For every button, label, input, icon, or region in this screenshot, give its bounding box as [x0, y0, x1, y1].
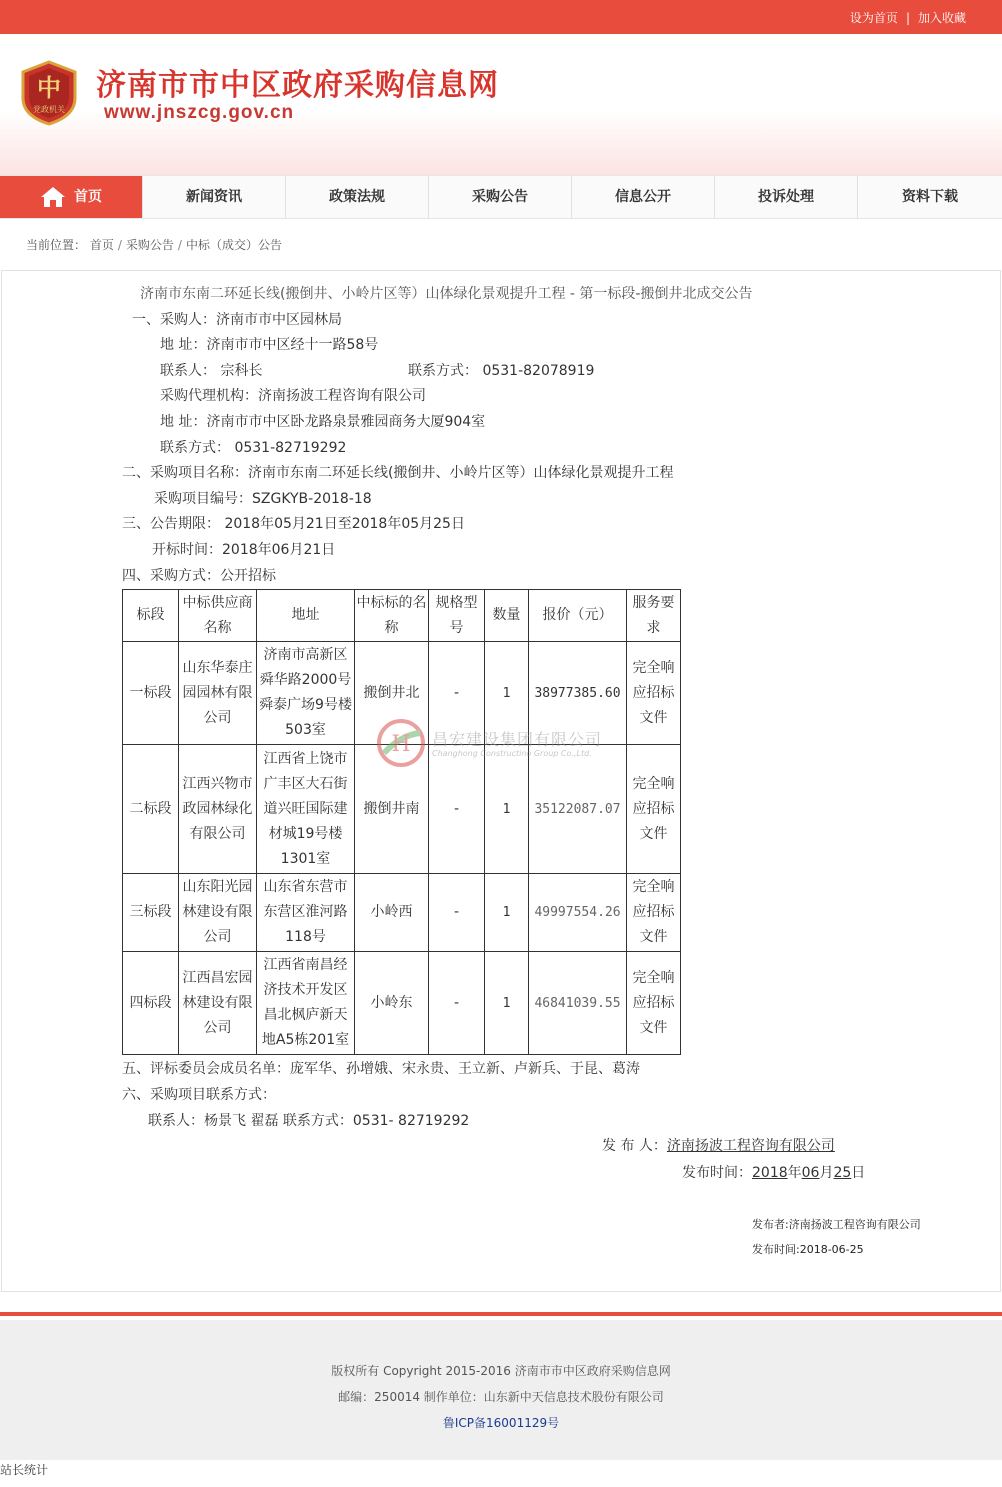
cell-price: 49997554.26	[529, 874, 627, 952]
cell-lot: 三标段	[123, 874, 179, 952]
watermark-en: Changhong Constructino Group Co.,Ltd.	[432, 749, 592, 758]
site-stat-link[interactable]: 站长统计	[0, 1463, 49, 1477]
publisher-link[interactable]: 济南扬波工程咨询有限公司	[666, 1138, 835, 1154]
top-bar	[0, 0, 1002, 34]
pub-month-unit: 月	[819, 1165, 834, 1181]
nav-item-procurement-notice[interactable]: 采购公告	[429, 176, 572, 218]
award-table	[122, 589, 681, 1055]
breadcrumb: 当前位置： 首页 / 采购公告 / 中标（成交）公告	[26, 238, 282, 252]
cell-spec: -	[429, 745, 485, 874]
watermark-logo-icon	[374, 715, 428, 771]
pub-day-unit: 日	[851, 1165, 866, 1181]
pub-day: 25	[833, 1165, 852, 1181]
cell-supplier: 山东华泰庄园园林有限公司	[179, 642, 257, 745]
th-supplier: 中标供应商名称	[179, 590, 257, 642]
breadcrumb-home[interactable]: 首页	[89, 238, 114, 252]
nav-item-policy[interactable]: 政策法规	[286, 176, 429, 218]
breadcrumb-label: 当前位置：	[26, 238, 87, 252]
agency-line: 采购代理机构：济南扬波工程咨询有限公司	[160, 388, 426, 404]
cell-item: 小岭西	[355, 874, 429, 952]
agency-phone: 联系方式： 0531-82719292	[160, 440, 347, 456]
company-watermark	[374, 715, 644, 771]
nav-item-complaints[interactable]: 投诉处理	[715, 176, 858, 218]
th-address: 地址	[257, 590, 355, 642]
party-emblem-logo[interactable]	[20, 60, 78, 126]
svg-text:中: 中	[37, 73, 61, 102]
cell-spec: -	[429, 952, 485, 1055]
buyer-phone: 联系方式： 0531-82078919	[408, 363, 595, 379]
th-spec: 规格型号	[429, 590, 485, 642]
cell-item: 搬倒井北	[355, 642, 429, 745]
cell-lot: 二标段	[123, 745, 179, 874]
meta-time: 发布时间:2018-06-25	[752, 1243, 864, 1256]
breadcrumb-award-notice[interactable]: 中标（成交）公告	[185, 238, 282, 252]
meta-publisher: 发布者:济南扬波工程咨询有限公司	[752, 1218, 921, 1231]
footer-postal: 邮编：250014 制作单位：山东新中天信息技术股份有限公司	[338, 1390, 664, 1404]
pub-month: 06	[801, 1165, 820, 1181]
footer-icp-link[interactable]: 鲁ICP备16001129号	[442, 1416, 560, 1430]
pub-year-unit: 年	[787, 1165, 802, 1181]
cell-address: 江西省上饶市广丰区大石街道兴旺国际建材城19号楼1301室	[257, 745, 355, 874]
site-footer	[0, 1320, 1002, 1460]
cell-supplier: 江西兴物市政园林绿化有限公司	[179, 745, 257, 874]
nav-item-info-disclosure[interactable]: 信息公开	[572, 176, 715, 218]
bid-opening-time: 开标时间：2018年06月21日	[152, 542, 336, 558]
nav-item-downloads[interactable]: 资料下载	[858, 176, 1002, 218]
cell-service: 完全响应招标文件	[627, 745, 681, 874]
footer-divider	[0, 1312, 1002, 1316]
cell-supplier: 山东阳光园林建设有限公司	[179, 874, 257, 952]
cell-item: 搬倒井南	[355, 745, 429, 874]
cell-item: 小岭东	[355, 952, 429, 1055]
th-quantity: 数量	[485, 590, 529, 642]
cell-lot: 四标段	[123, 952, 179, 1055]
project-code: 采购项目编号：SZGKYB-2018-18	[154, 491, 372, 507]
nav-item-label: 首页	[74, 189, 102, 205]
top-links	[850, 9, 966, 26]
notice-title: 济南市东南二环延长线(搬倒井、小岭片区等）山体绿化景观提升工程 - 第一标段-搬倒井北成交公告	[140, 286, 753, 302]
publisher-line	[602, 1135, 835, 1155]
nav-item-news[interactable]: 新闻资讯	[143, 176, 286, 218]
cell-price: 35122087.07	[529, 745, 627, 874]
main-nav	[0, 175, 1002, 219]
set-home-link[interactable]: 设为首页	[849, 11, 898, 25]
buyer-line: 一、采购人：济南市市中区园林局	[132, 312, 342, 328]
th-price: 报价（元）	[529, 590, 627, 642]
site-header	[0, 34, 1002, 175]
watermark-cn: 昌宏建设集团有限公司	[432, 730, 603, 749]
cell-supplier: 江西昌宏园林建设有限公司	[179, 952, 257, 1055]
cell-service: 完全响应招标文件	[627, 642, 681, 745]
cell-address: 江西省南昌经济技术开发区昌北枫庐新天地A5栋201室	[257, 952, 355, 1055]
agency-address: 地 址：济南市市中区卧龙路泉景雅园商务大厦904室	[160, 414, 486, 430]
cell-quantity: 1	[485, 874, 529, 952]
buyer-address: 地 址：济南市市中区经十一路58号	[160, 337, 379, 353]
project-name: 二、采购项目名称：济南市东南二环延长线(搬倒井、小岭片区等）山体绿化景观提升工程	[122, 465, 674, 481]
notice-period: 三、公告期限： 2018年05月21日至2018年05月25日	[122, 516, 465, 532]
site-title: 济南市市中区政府采购信息网	[96, 68, 499, 103]
buyer-contact: 联系人： 宗科长	[160, 363, 263, 379]
pubtime-line	[682, 1162, 865, 1182]
procurement-method: 四、采购方式：公开招标	[122, 568, 276, 584]
cell-quantity: 1	[485, 952, 529, 1055]
table-row	[123, 952, 681, 1055]
th-item: 中标标的名称	[355, 590, 429, 642]
cell-price: 38977385.60	[529, 642, 627, 745]
committee-list: 五、评标委员会成员名单：庞军华、孙增娥、宋永贵、王立新、卢新兵、于昆、葛涛	[122, 1061, 640, 1077]
th-lot: 标段	[123, 590, 179, 642]
breadcrumb-procurement[interactable]: 采购公告	[125, 238, 174, 252]
site-url: www.jnszcg.gov.cn	[104, 102, 295, 123]
home-icon	[40, 186, 66, 208]
pub-year: 2018	[752, 1165, 788, 1181]
table-header-row	[123, 590, 681, 642]
top-links-separator: |	[905, 11, 910, 25]
cell-service: 完全响应招标文件	[627, 952, 681, 1055]
nav-item-home[interactable]	[0, 176, 143, 218]
cell-lot: 一标段	[123, 642, 179, 745]
table-row	[123, 874, 681, 952]
cell-service: 完全响应招标文件	[627, 874, 681, 952]
notice-content	[1, 270, 1001, 1292]
cell-quantity: 1	[485, 745, 529, 874]
cell-address: 济南市高新区舜华路2000号舜泰广场9号楼503室	[257, 642, 355, 745]
cell-quantity: 1	[485, 642, 529, 745]
svg-text:H: H	[391, 732, 411, 757]
cell-address: 山东省东营市东营区淮河路118号	[257, 874, 355, 952]
th-service: 服务要求	[627, 590, 681, 642]
cell-spec: -	[429, 642, 485, 745]
cell-price: 46841039.55	[529, 952, 627, 1055]
project-contact: 联系人：杨景飞 翟磊 联系方式：0531- 82719292	[148, 1113, 470, 1129]
logo-text: 党政机关	[33, 105, 65, 114]
add-favorite-link[interactable]: 加入收藏	[917, 11, 966, 25]
publisher-label: 发 布 人：	[602, 1138, 667, 1154]
footer-copyright: 版权所有 Copyright 2015-2016 济南市市中区政府采购信息网	[331, 1364, 671, 1378]
pubtime-label: 发布时间：	[682, 1165, 752, 1181]
contact-title: 六、采购项目联系方式：	[122, 1087, 276, 1103]
cell-spec: -	[429, 874, 485, 952]
